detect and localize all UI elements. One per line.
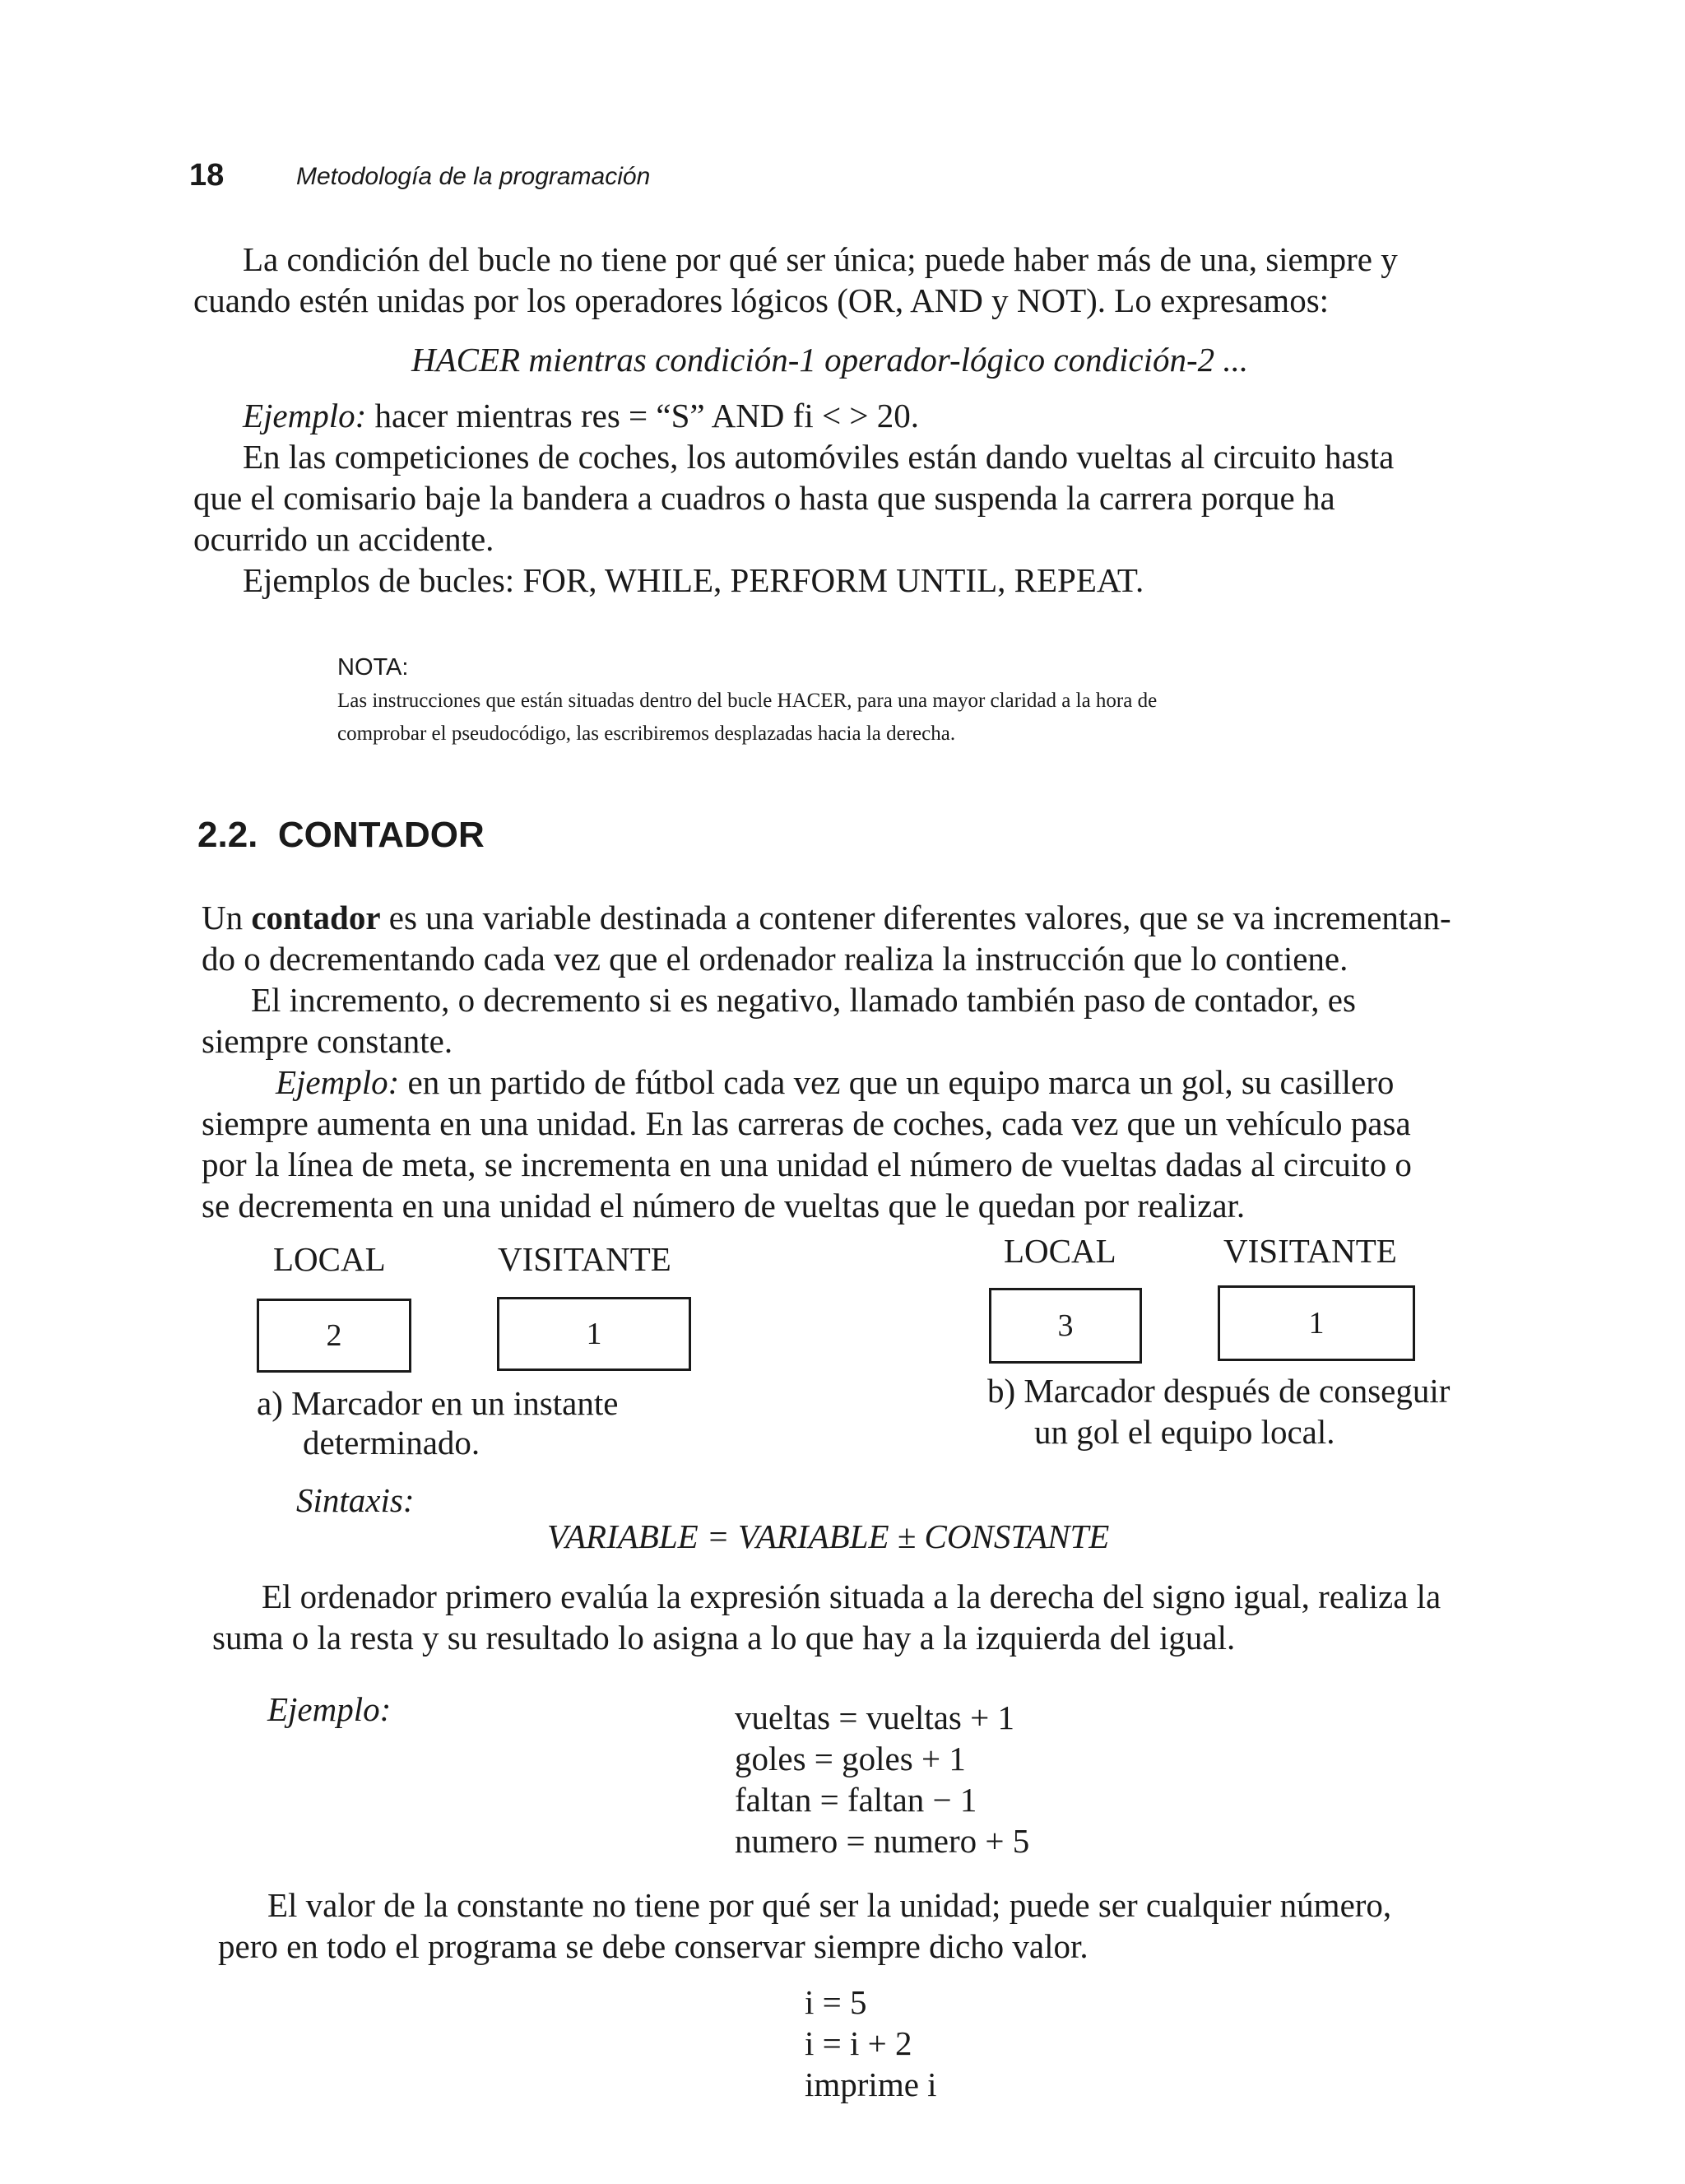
scoreboard-a-local-box [257,1299,411,1373]
intro-example [243,395,919,436]
closing-code-line-2: i = i + 2 [805,2024,912,2062]
scoreboard-b-caption-line1: b) Marcador después de conseguir [987,1372,1451,1410]
scoreboard-b-local-box [989,1288,1142,1364]
code-line-1: vueltas = vueltas + 1 [735,1698,1015,1736]
section-p1-line1 [202,897,1451,938]
syntax-p-line1: El ordenador primero evalúa la expresión situada a la derecha del signo igual, realiza la [262,1578,1441,1615]
scoreboard-b-local-score: 3 [1057,1308,1074,1343]
scoreboard-b-visitor-box [1218,1285,1415,1361]
intro-p1-line1: La condición del bucle no tiene por qué ser única; puede haber más de una, siempre y [243,240,1398,278]
intro-p1-line2: cuando estén unidas por los operadores lógicos (OR, AND y NOT). Lo expresamos: [193,281,1330,319]
section-p3-line1 [276,1062,1394,1103]
scoreboard-a-caption-line2: determinado. [303,1424,480,1461]
closing-code-line-3: imprime i [805,2066,937,2103]
syntax-example-label: Ejemplo: [267,1690,392,1728]
code-line-3: faltan = faltan − 1 [735,1781,977,1819]
syntax-label: Sintaxis: [296,1481,415,1519]
section-p3-line2: siempre aumenta en una unidad. En las carreras de coches, cada vez que un vehículo pasa [202,1104,1411,1142]
code-line-4: numero = numero + 5 [735,1822,1030,1860]
term-contador: contador [251,899,381,936]
scoreboard-a-visitor-label: VISITANTE [498,1240,671,1278]
section-p3-label: Ejemplo: [276,1063,400,1101]
syntax-p-line2: suma o la resta y su resultado lo asigna a lo que hay a la izquierda del igual. [212,1619,1236,1657]
section-p3-line3: por la línea de meta, se incrementa en una unidad el número de vueltas dadas al circuito o [202,1145,1412,1183]
section-p2-line1: El incremento, o decremento si es negativo, llamado también paso de contador, es [251,981,1356,1019]
intro-p2-line3: ocurrido un accidente. [193,520,494,558]
closing-code-line-1: i = 5 [805,1983,867,2021]
intro-example-text: hacer mientras res = “S” AND fi < > 20. [374,397,919,434]
note-line2: comprobar el pseudocódigo, las escribiremos desplazadas hacia la derecha. [337,723,956,745]
page-number: 18 [189,158,225,193]
section-title: 2.2. CONTADOR [197,815,485,855]
scoreboard-a-local-label: LOCAL [273,1240,386,1278]
section-p1-line2: do o decrementando cada vez que el ordenador realiza la instrucción que lo contiene. [202,940,1348,978]
scoreboard-b-caption-line2: un gol el equipo local. [1034,1413,1335,1451]
scoreboard-b-local-label: LOCAL [1004,1232,1116,1270]
intro-p2-line2: que el comisario baje la bandera a cuadros o hasta que suspenda la carrera porque ha [193,479,1335,517]
scoreboard-a-local-score: 2 [326,1318,342,1353]
section-p2-line2: siempre constante. [202,1022,453,1060]
intro-p3: Ejemplos de bucles: FOR, WHILE, PERFORM UNTIL, REPEAT. [243,561,1144,599]
scoreboard-b-visitor-score: 1 [1308,1306,1325,1341]
note-label: NOTA: [337,654,409,681]
intro-example-label: Ejemplo: [243,397,367,434]
syntax-formula: VARIABLE = VARIABLE ± CONSTANTE [547,1517,1110,1555]
section-p3-line4: se decrementa en una unidad el número de vueltas que le quedan por realizar. [202,1187,1246,1224]
running-title: Metodología de la programación [296,163,651,190]
intro-formula: HACER mientras condición-1 operador-lógico condición-2 ... [411,341,1249,379]
section-p1-rest: es una variable destinada a contener diferentes valores, que se va incrementan- [380,899,1451,936]
section-p1-lead: Un [202,899,252,936]
scoreboard-a-visitor-score: 1 [586,1317,602,1351]
section-p3-text: en un partido de fútbol cada vez que un equipo marca un gol, su casillero [399,1063,1395,1101]
scoreboard-b-visitor-label: VISITANTE [1223,1232,1397,1270]
intro-p2-line1: En las competiciones de coches, los automóviles están dando vueltas al circuito hasta [243,438,1395,476]
scoreboard-a-caption-line1: a) Marcador en un instante [257,1384,619,1422]
closing-line2: pero en todo el programa se debe conservar siempre dicho valor. [218,1927,1089,1965]
code-line-2: goles = goles + 1 [735,1740,966,1777]
note-line1: Las instrucciones que están situadas dentro del bucle HACER, para una mayor claridad a la hora de [337,690,1158,712]
scoreboard-a-visitor-box [497,1297,691,1371]
closing-line1: El valor de la constante no tiene por qué ser la unidad; puede ser cualquier número, [267,1886,1392,1924]
